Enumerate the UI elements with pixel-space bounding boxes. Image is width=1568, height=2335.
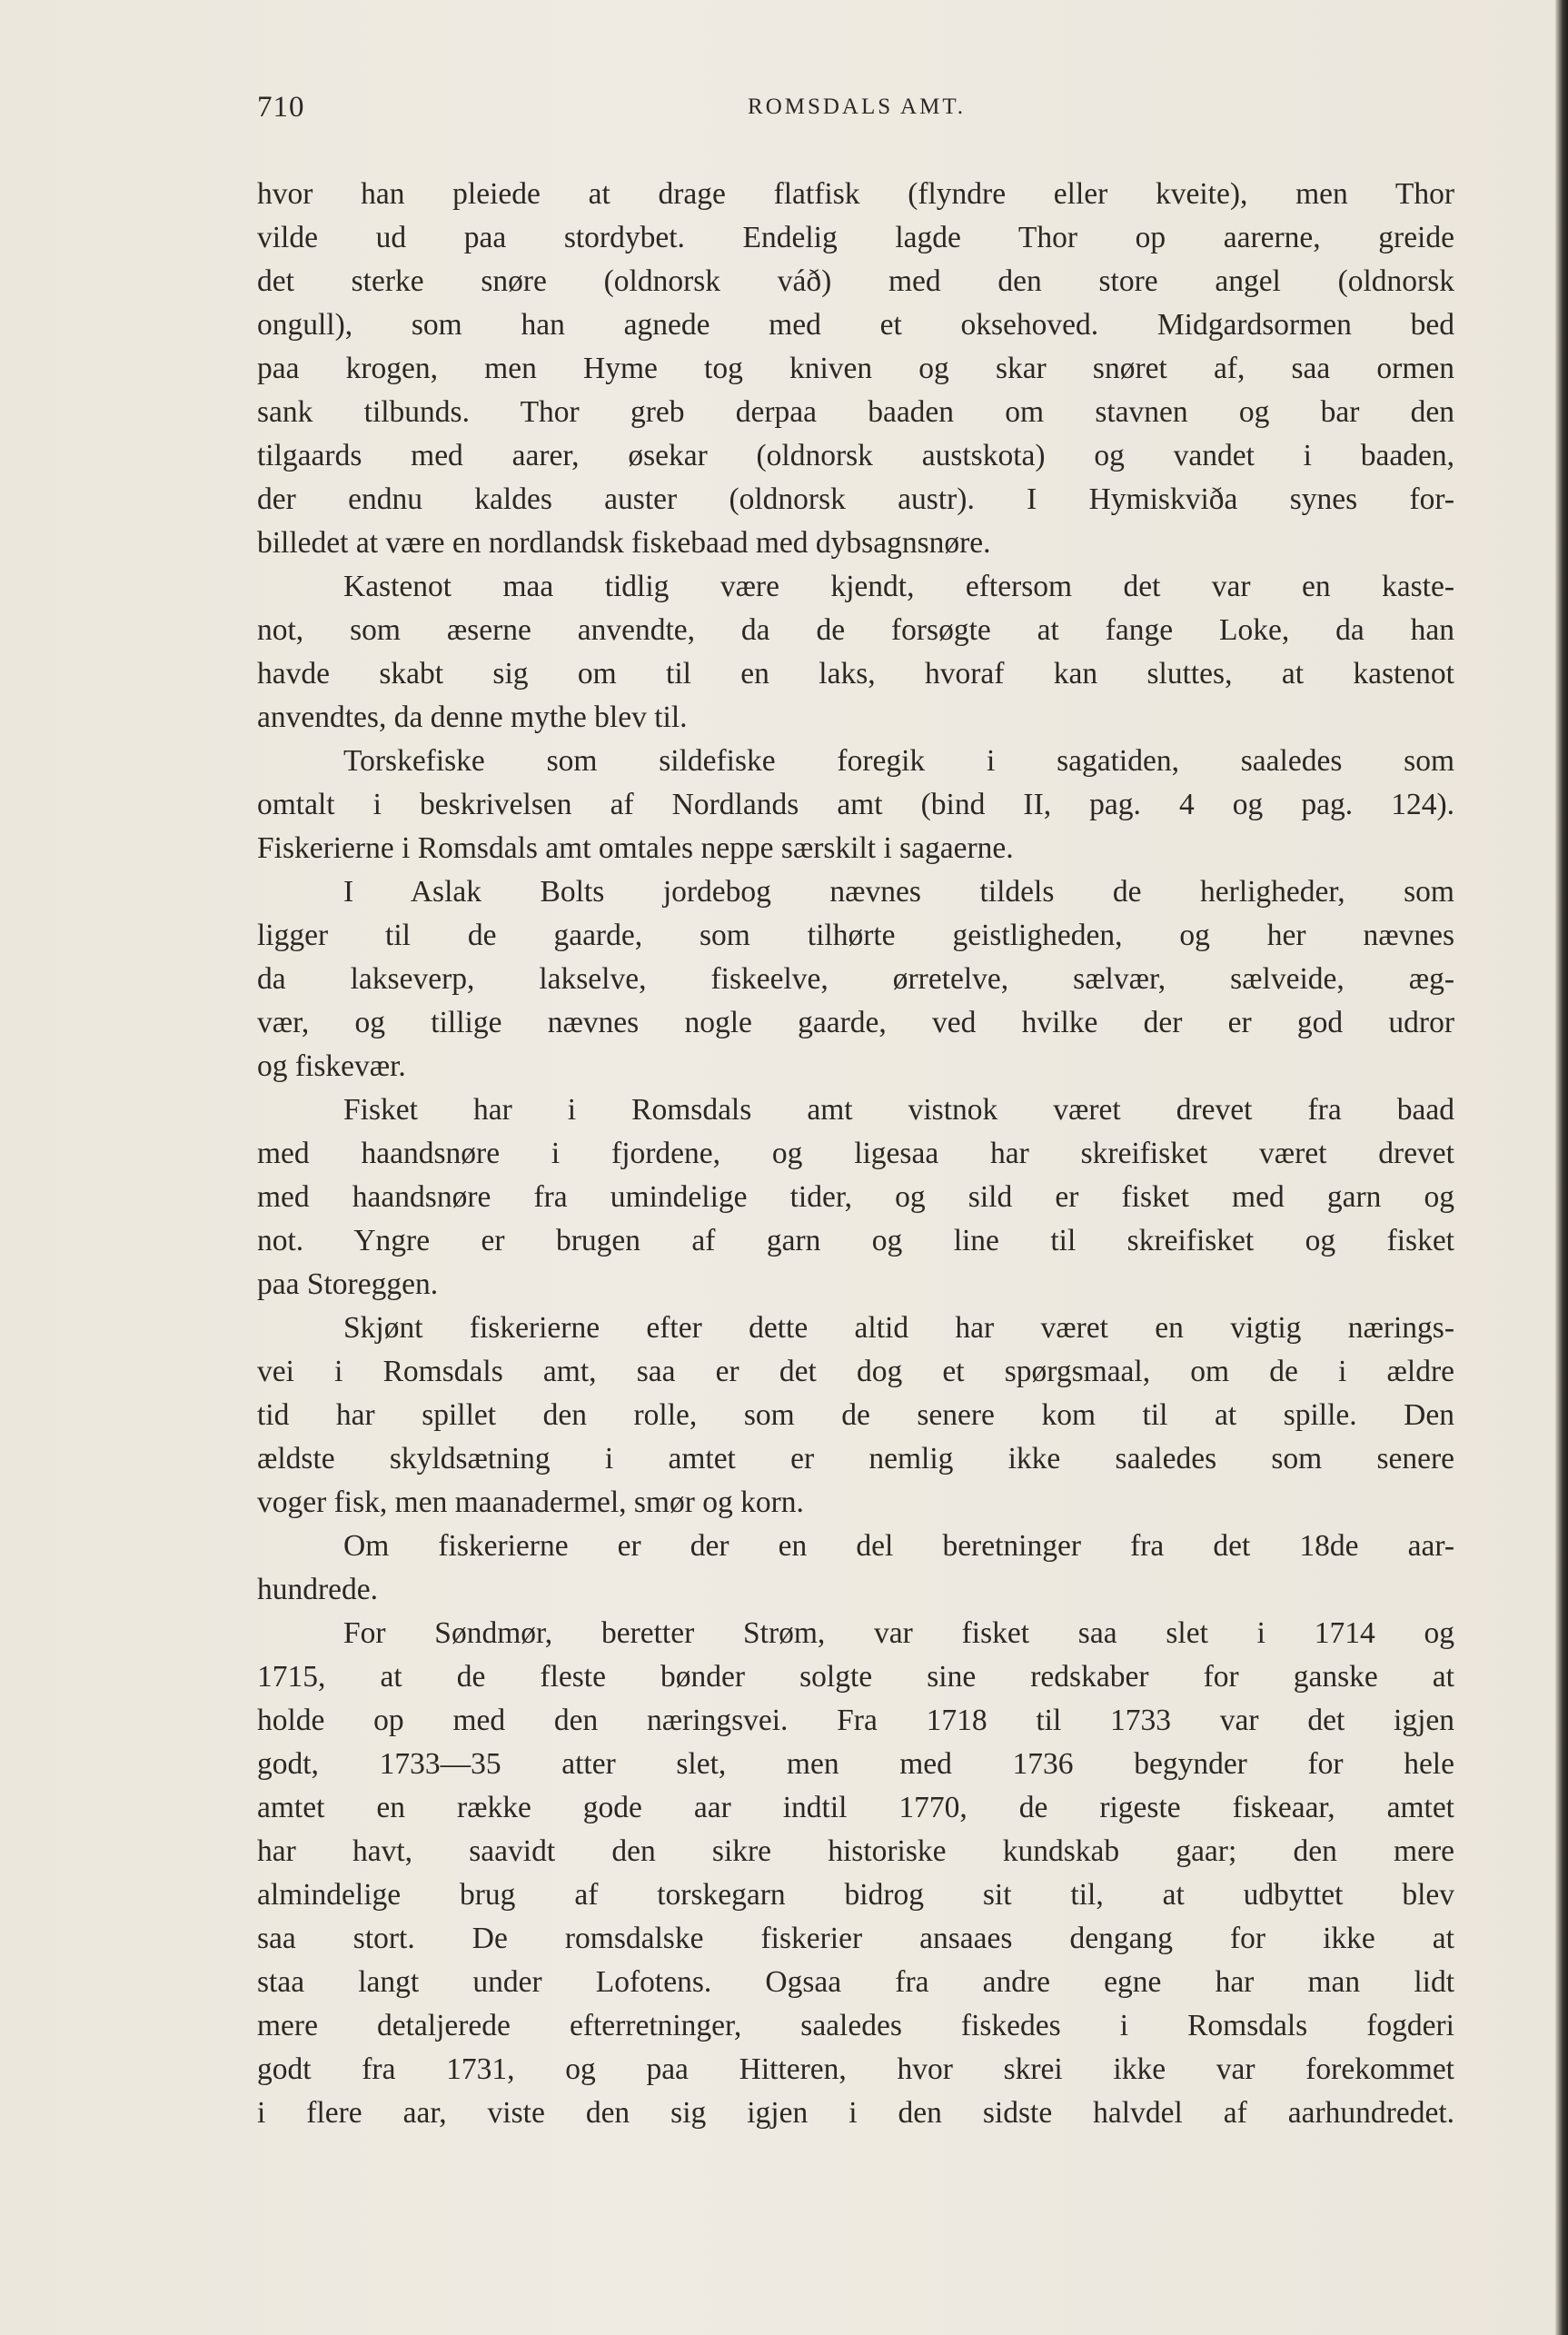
text-line: not, som æserne anvendte, da de forsøgte at fange Loke, da han	[257, 613, 1454, 647]
text-line: da lakseverp, lakselve, fiskeelve, ørretelve, sælvær, sælveide, æg-	[257, 962, 1454, 996]
text-line: det sterke snøre (oldnorsk váð) med den store angel (oldnorsk	[257, 264, 1454, 298]
text-line: tilgaards med aarer, øsekar (oldnorsk austskota) og vandet i baaden,	[257, 439, 1454, 472]
text-line: almindelige brug af torskegarn bidrog sit til, at udbyttet blev	[257, 1878, 1454, 1912]
text-line: I Aslak Bolts jordebog nævnes tildels de herligheder, som	[343, 875, 1454, 909]
text-line: ældste skyldsætning i amtet er nemlig ikke saaledes som senere	[257, 1442, 1454, 1476]
text-line: Om fiskerierne er der en del beretninger fra det 18de aar-	[343, 1529, 1454, 1563]
text-line: vær, og tillige nævnes nogle gaarde, ved hvilke der er god udror	[257, 1006, 1454, 1039]
text-line: ligger til de gaarde, som tilhørte geistligheden, og her nævnes	[257, 919, 1454, 952]
text-line: Kastenot maa tidlig være kjendt, eftersom det var en kaste-	[343, 570, 1454, 603]
text-line: der endnu kaldes auster (oldnorsk austr). I Hymiskviða synes for-	[257, 482, 1454, 516]
text-line: har havt, saavidt den sikre historiske kundskab gaar; den mere	[257, 1834, 1454, 1868]
text-line: saa stort. De romsdalske fiskerier ansaaes dengang for ikke at	[257, 1922, 1454, 1955]
text-line: Fiskerierne i Romsdals amt omtales neppe særskilt i sagaerne.	[257, 831, 1014, 865]
text-line: Torskefiske som sildefiske foregik i sagatiden, saaledes som	[343, 744, 1454, 778]
text-line: 1715, at de fleste bønder solgte sine redskaber for ganske at	[257, 1660, 1454, 1694]
text-line: havde skabt sig om til en laks, hvoraf kan sluttes, at kastenot	[257, 657, 1454, 691]
page-header	[257, 91, 1456, 127]
text-line: godt, 1733—35 atter slet, men med 1736 begynder for hele	[257, 1747, 1454, 1781]
text-line: voger fisk, men maanadermel, smør og korn.	[257, 1485, 804, 1519]
text-line: billedet at være en nordlandsk fiskebaad med dybsagnsnøre.	[257, 526, 991, 560]
text-line: godt fra 1731, og paa Hitteren, hvor skrei ikke var forekommet	[257, 2052, 1454, 2086]
page-number: 710	[257, 91, 305, 124]
text-line: vilde ud paa stordybet. Endelig lagde Thor op aarerne, greide	[257, 221, 1454, 254]
text-line: omtalt i beskrivelsen af Nordlands amt (bind II, pag. 4 og pag. 124).	[257, 788, 1454, 821]
text-line: not. Yngre er brugen af garn og line til skreifisket og fisket	[257, 1224, 1454, 1257]
text-line: holde op med den næringsvei. Fra 1718 til 1733 var det igjen	[257, 1704, 1454, 1737]
text-line: anvendtes, da denne mythe blev til.	[257, 700, 688, 734]
text-line: tid har spillet den rolle, som de senere kom til at spille. Den	[257, 1398, 1454, 1432]
text-line: med haandsnøre fra umindelige tider, og sild er fisket med garn og	[257, 1180, 1454, 1214]
page-edge-shadow	[1555, 0, 1568, 2335]
text-line: og fiskevær.	[257, 1049, 406, 1083]
text-line: paa Storeggen.	[257, 1267, 439, 1301]
text-line: paa krogen, men Hyme tog kniven og skar snøret af, saa ormen	[257, 352, 1454, 385]
text-line: mere detaljerede efterretninger, saaledes fiskedes i Romsdals fogderi	[257, 2009, 1454, 2042]
text-line: sank tilbunds. Thor greb derpaa baaden om stavnen og bar den	[257, 395, 1454, 429]
text-line: i flere aar, viste den sig igjen i den sidste halvdel af aarhundredet.	[257, 2096, 1454, 2130]
running-title: ROMSDALS AMT.	[748, 94, 966, 119]
text-line: hundrede.	[257, 1573, 379, 1606]
text-line: ongull), som han agnede med et oksehoved. Midgardsormen bed	[257, 308, 1454, 342]
text-line: For Søndmør, beretter Strøm, var fisket saa slet i 1714 og	[343, 1616, 1454, 1650]
text-line: hvor han pleiede at drage flatfisk (flyndre eller kveite), men Thor	[257, 177, 1454, 211]
text-line: amtet en række gode aar indtil 1770, de rigeste fiskeaar, amtet	[257, 1791, 1454, 1824]
text-line: med haandsnøre i fjordene, og ligesaa har skreifisket været drevet	[257, 1137, 1454, 1170]
text-line: Fisket har i Romsdals amt vistnok været drevet fra baad	[343, 1093, 1454, 1127]
text-line: staa langt under Lofotens. Ogsaa fra andre egne har man lidt	[257, 1965, 1454, 1999]
text-line: Skjønt fiskerierne efter dette altid har været en vigtig nærings-	[343, 1311, 1454, 1345]
text-line: vei i Romsdals amt, saa er det dog et spørgsmaal, om de i ældre	[257, 1355, 1454, 1388]
body-text	[257, 173, 1454, 2135]
